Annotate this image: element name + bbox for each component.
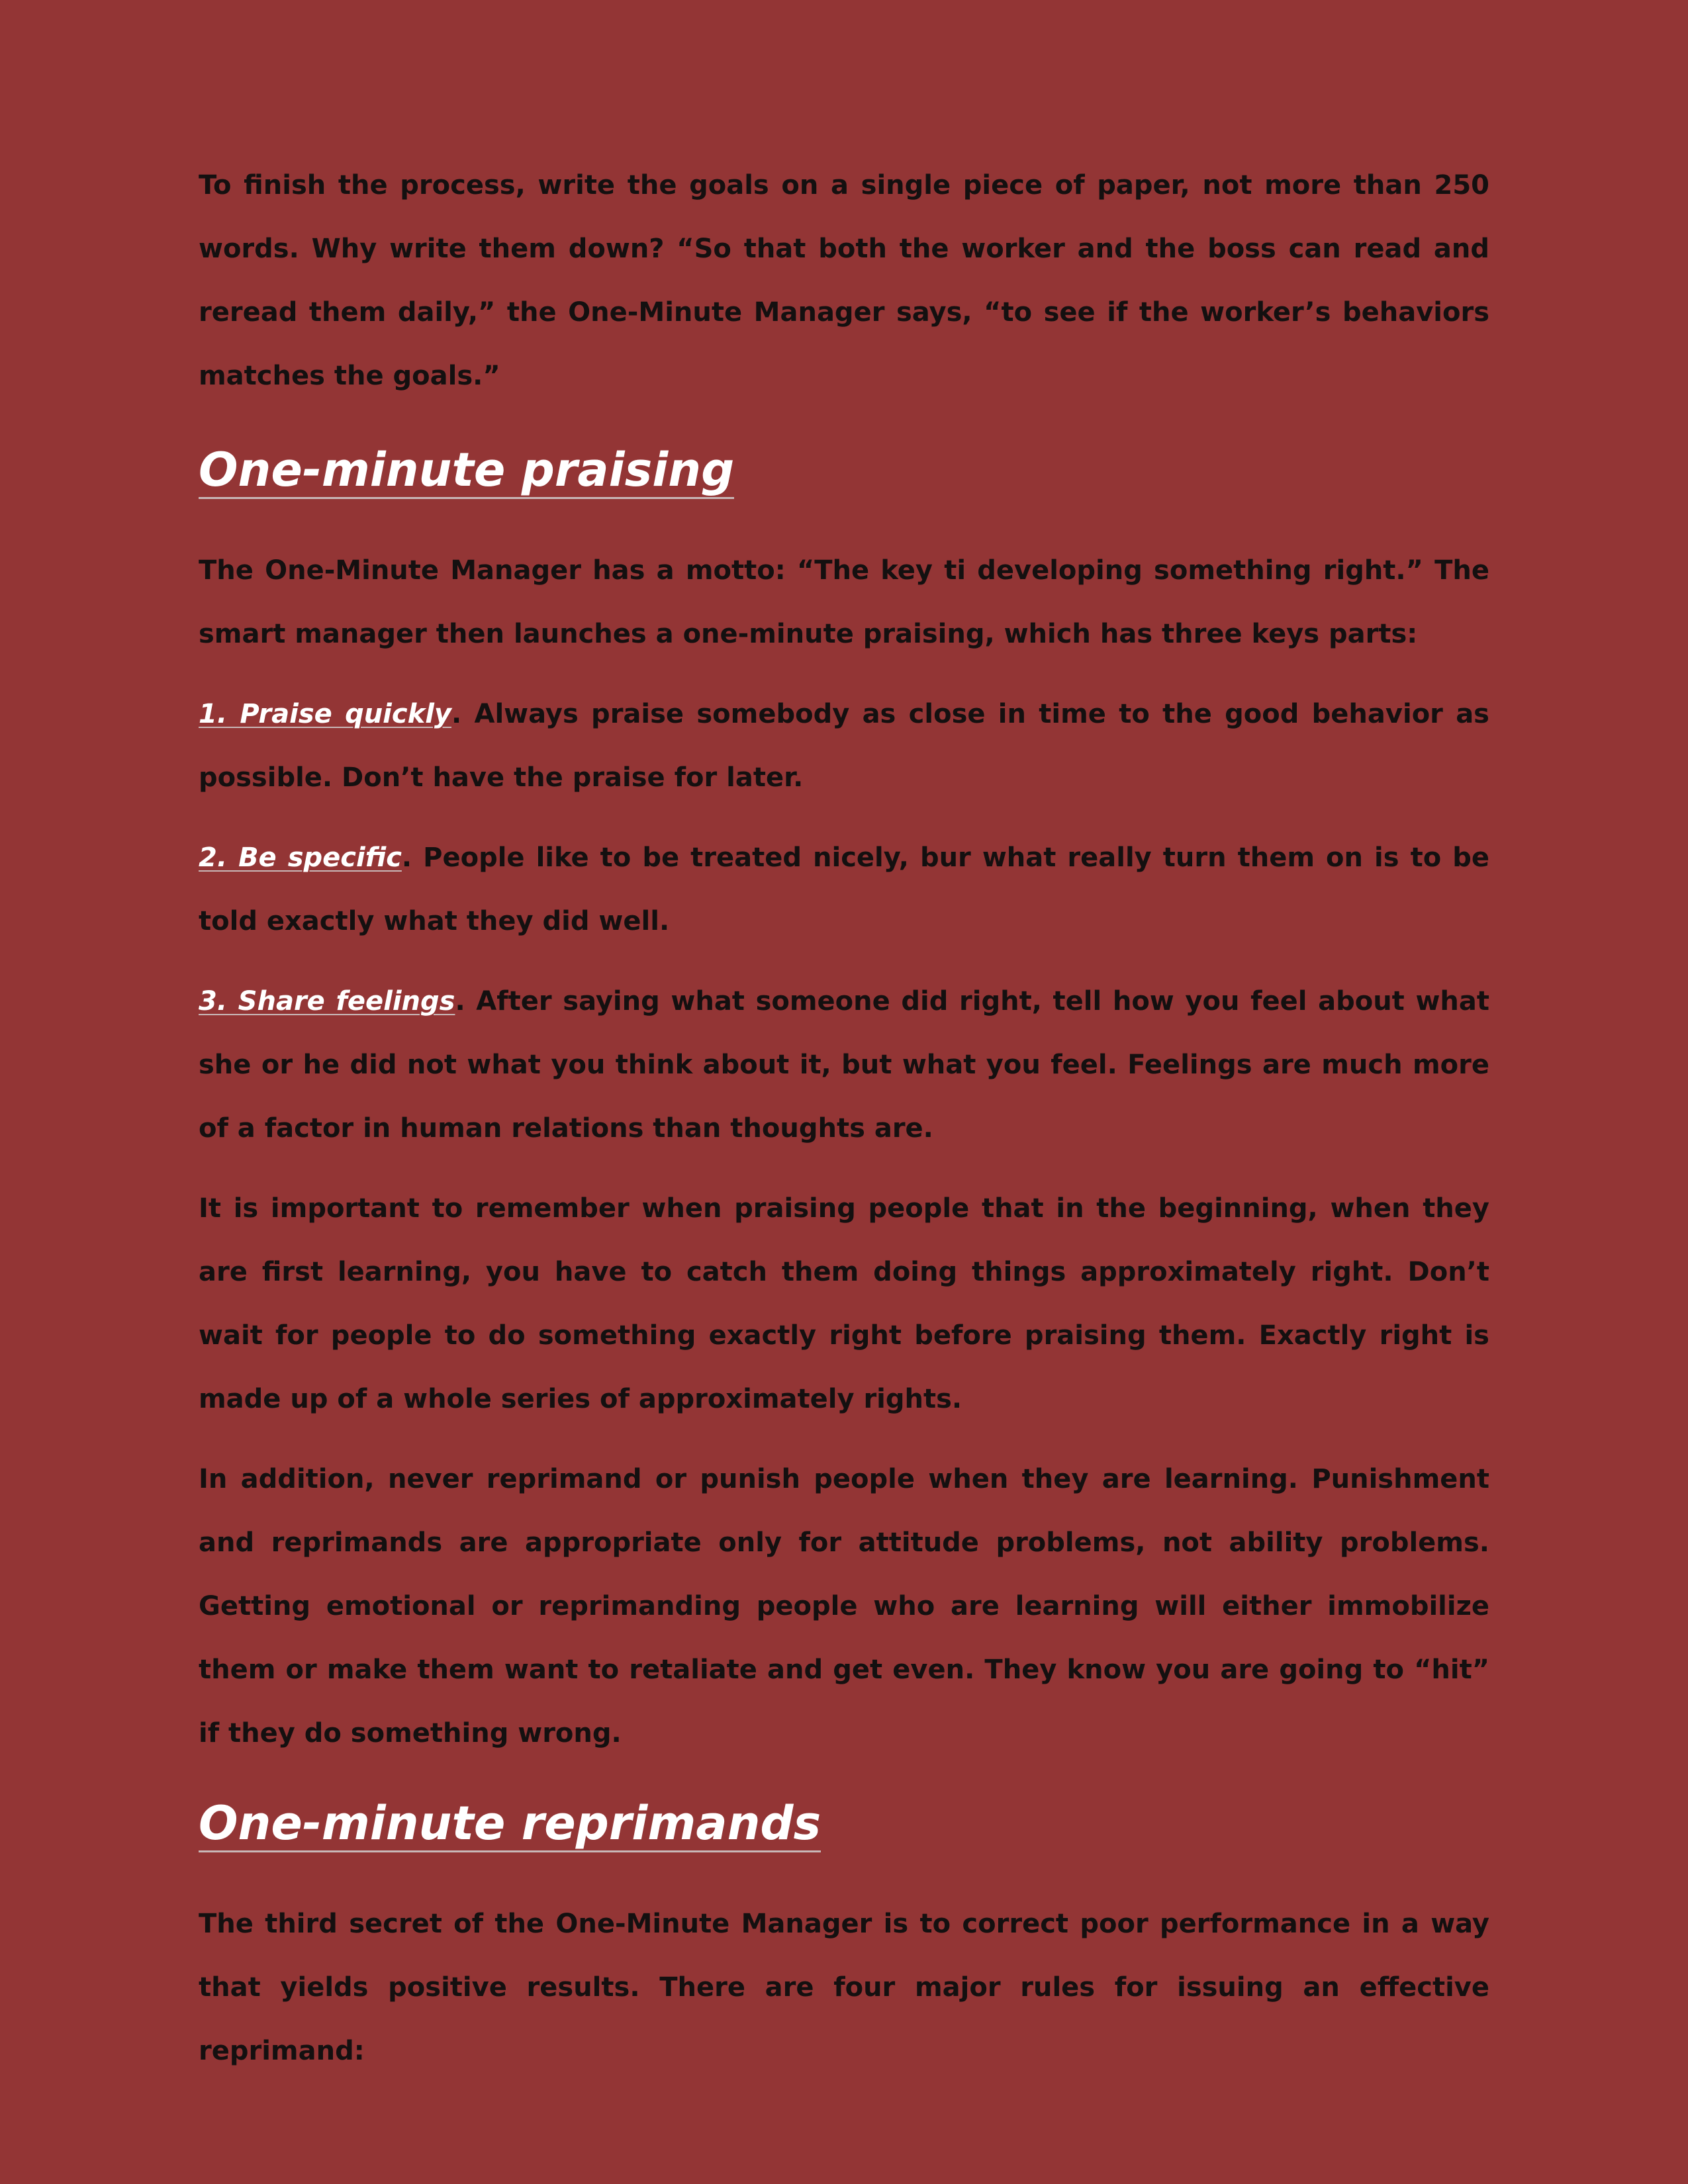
- reprimands-heading: [199, 1790, 1489, 1856]
- reprimands-heading-text: One-minute reprimands: [199, 1796, 821, 1852]
- document-page: [199, 154, 1489, 2083]
- praising-heading: [199, 437, 1489, 503]
- praise-item-3-lead: 3. Share feelings: [199, 986, 455, 1017]
- remember-paragraph: It is important to remember when praising people that in the beginning, when they are first learning, you have to catch them doing things approximately right. Don’t wait for people to do something exactly right before praising them. Exactly right is made up of a whole series of approximately rights.: [199, 1193, 1489, 1414]
- praise-item-1-lead: 1. Praise quickly: [199, 699, 451, 729]
- praise-item-2-text: . People like to be treated nicely, bur what really turn them on is to be told exactly what they did well.: [199, 842, 1489, 936]
- praise-item-1-text: . Always praise somebody as close in time to the good behavior as possible. Don’t have the praise for later.: [199, 699, 1489, 793]
- praising-intro-paragraph: The One-Minute Manager has a motto: “The key ti developing something right.” The smart manager then launches a one-minute praising, which has three keys parts:: [199, 555, 1489, 649]
- praising-heading-text: One-minute praising: [199, 443, 734, 499]
- praise-item-3-text: . After saying what someone did right, tell how you feel about what she or he did not what you think about it, but what you feel. Feelings are much more of a factor in human relations than thoughts are.: [199, 986, 1489, 1144]
- praise-item-2: [199, 826, 1489, 953]
- praise-item-3: [199, 970, 1489, 1160]
- addition-paragraph: In addition, never reprimand or punish people when they are learning. Punishment and reprimands are appropriate only for attitude problems, not ability problems. Getting emotional or reprimanding people who are learning will either immobilize them or make them want to retaliate and get even. They know you are going to “hit” if they do something wrong.: [199, 1464, 1489, 1749]
- praise-item-2-lead: 2. Be specific: [199, 842, 402, 873]
- intro-paragraph: To finish the process, write the goals on a single piece of paper, not more than 250 words. Why write them down? “So that both the worker and the boss can read and reread them daily,” the One-Minute Manager says, “to see if the worker’s behaviors matches the goals.”: [199, 170, 1489, 391]
- praise-item-1: [199, 682, 1489, 809]
- reprimands-intro-paragraph: The third secret of the One-Minute Manager is to correct poor performance in a way that yields positive results. There are four major rules for issuing an effective reprimand:: [199, 1909, 1489, 2066]
